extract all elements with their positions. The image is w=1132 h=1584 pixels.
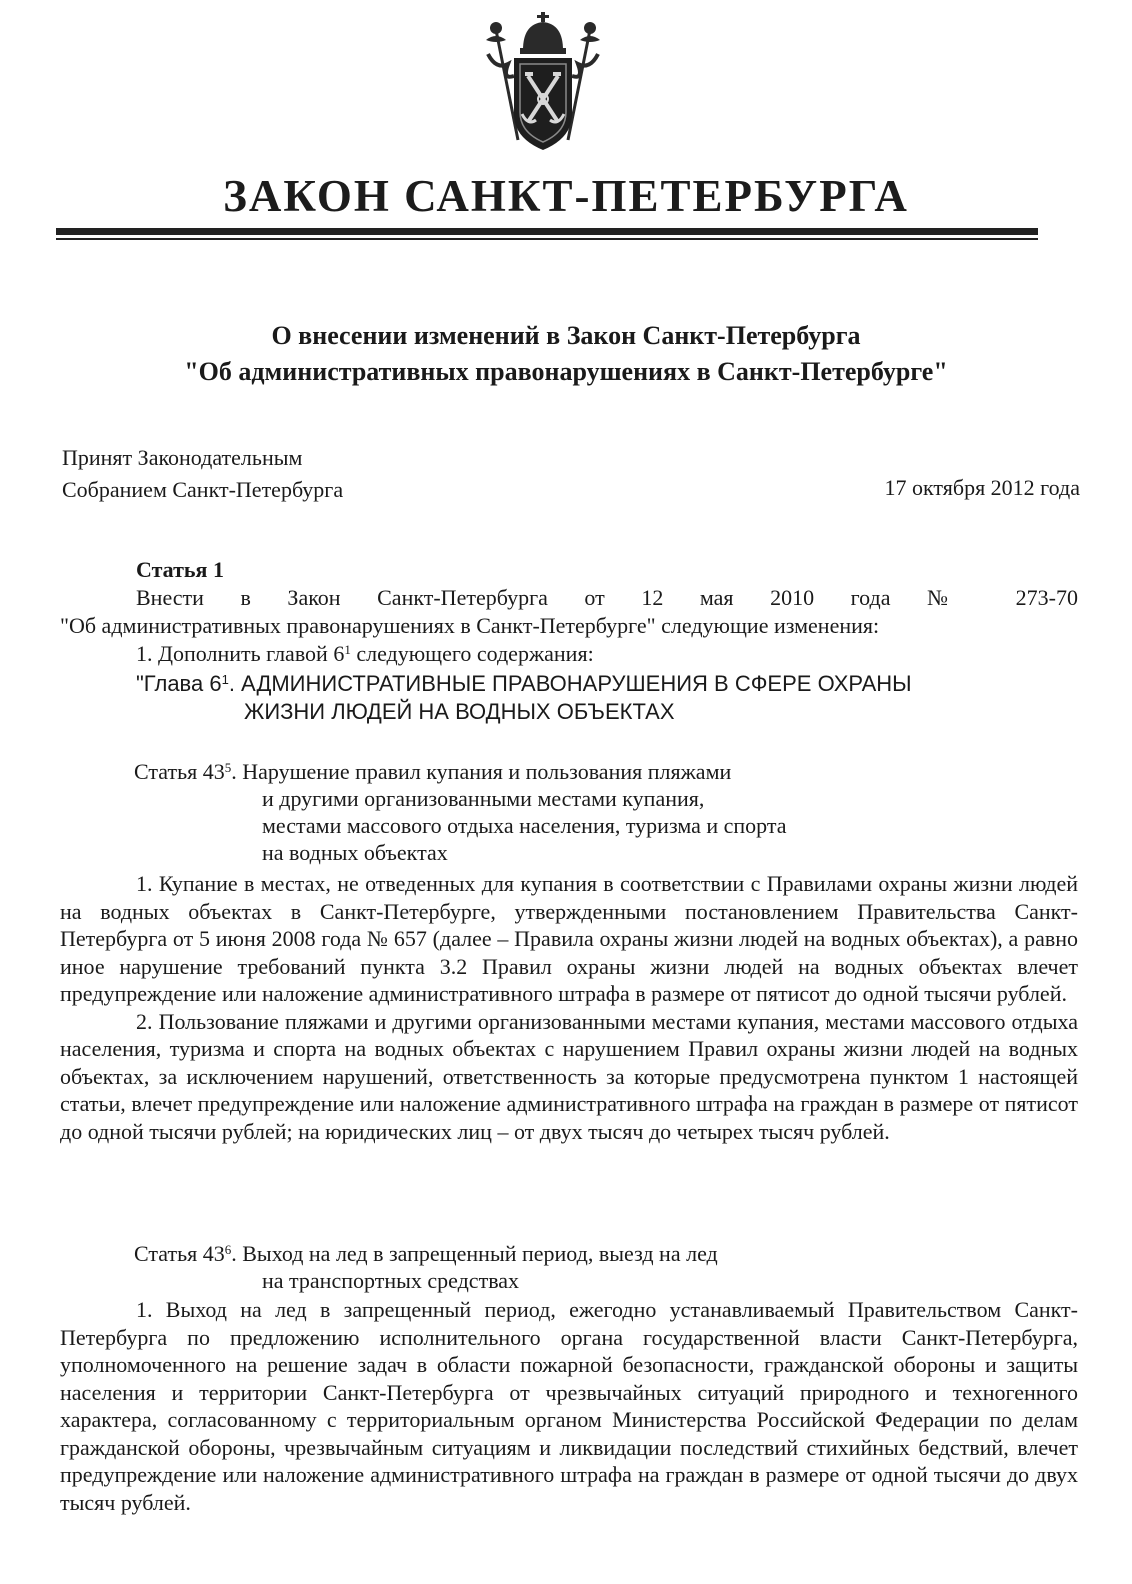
- subtitle-line-2: "Об административных правонарушениях в Санкт-Петербурге": [184, 357, 948, 386]
- article-43-5-label: Статья 43: [134, 759, 225, 784]
- article-43-6-title-text: . Выход на лед в запрещенный период, выезд на лед: [231, 1241, 718, 1266]
- article-43-5-paragraph-1: 1. Купание в местах, не отведенных для купания в соответствии с Правилами охраны жизни людей на водных объектах в Санкт-Петербурге, утвержденными постановлением Правительства Санкт-Петербурга от 5 июня 2008 года № 657 (далее – Правила охраны жизни людей на водных объектах), а равно иное нарушение требований пункта 3.2 Правил охраны жизни людей на водных объектах влечет предупреждение или наложение административного штрафа в размере от пятисот до одной тысячи рублей.: [60, 871, 1078, 1006]
- chapter-title-line-2: ЖИЗНИ ЛЮДЕЙ НА ВОДНЫХ ОБЪЕКТАХ: [244, 699, 675, 724]
- item-1-text: 1. Дополнить главой 6: [136, 641, 345, 666]
- adoption-line-2: Собранием Санкт-Петербурга: [62, 477, 344, 502]
- subtitle-line-1: О внесении изменений в Закон Санкт-Петербурга: [271, 321, 861, 350]
- article-43-5-title-text: . Нарушение правил купания и пользования пляжами: [231, 759, 732, 784]
- article-43-6-body: [60, 1296, 1078, 1516]
- adoption-date: 17 октября 2012 года: [884, 475, 1080, 500]
- article-43-6-sup: 6: [224, 1242, 232, 1257]
- article-43-5-title-line-3: местами массового отдыха населения, туризма и спорта: [262, 813, 787, 838]
- chapter-title-text: . АДМИНИСТРАТИВНЫЕ ПРАВОНАРУШЕНИЯ В СФЕРЕ ОХРАНЫ: [228, 671, 912, 696]
- article-43-5-title-line-4: на водных объектах: [262, 840, 448, 865]
- article-1-intro-line-2: "Об административных правонарушениях в Санкт-Петербурге" следующие изменения:: [60, 612, 880, 638]
- adoption-info: [62, 442, 343, 506]
- title-rule-thick: [56, 228, 1038, 235]
- law-title: ЗАКОН САНКТ-ПЕТЕРБУРГА: [223, 171, 909, 221]
- article-43-6-title-line-1: [134, 1240, 718, 1267]
- article-1-heading: Статья 1: [136, 557, 224, 582]
- chapter-title-line-1: [136, 670, 912, 697]
- article-43-6-label: Статья 43: [134, 1241, 225, 1266]
- article-43-6-paragraph-1: 1. Выход на лед в запрещенный период, ежегодно устанавливаемый Правительством Санкт-Петербурга по предложению исполнительного органа государственной власти Санкт-Петербурга, уполномоченного на решение задач в области пожарной безопасности, гражданской обороны и защиты населения и территории Санкт-Петербурга от чрезвычайных ситуаций природного и техногенного характера, согласованному с территориальным органом Министерства Российской Федерации по делам гражданской обороны, чрезвычайным ситуациям и ликвидации последствий стихийных бедствий, влечет предупреждение или наложение административного штрафа на граждан в размере от одной тысячи до двух тысяч рублей.: [60, 1297, 1078, 1515]
- article-43-5-title-line-1: [134, 758, 787, 785]
- article-1-intro: [60, 584, 1078, 639]
- article-43-5-title-line-2: и другими организованными местами купания,: [262, 786, 705, 811]
- article-1-intro-line-1: Внести в Закон Санкт-Петербурга от 12 мая 2010 года № 273-70: [136, 585, 1078, 610]
- chapter-sup: 1: [221, 672, 229, 687]
- article-43-5-paragraph-2: 2. Пользование пляжами и другими организованными местами купания, местами массового отдыха населения, туризма и спорта на водных объектах с нарушением Правил охраны жизни людей на водных объектах, за исключением нарушений, ответственность за которые предусмотрена пунктом 1 настоящей статьи, влечет предупреждение или наложение административного штрафа на граждан в размере от пятисот до одной тысячи рублей; на юридических лиц – от двух тысяч до четырех тысяч рублей.: [60, 1008, 1078, 1144]
- chapter-prefix: "Глава 6: [136, 671, 222, 696]
- article-43-6-title-line-2: на транспортных средствах: [262, 1268, 520, 1293]
- adoption-line-1: Принят Законодательным: [62, 445, 303, 470]
- article-43-5-title: [134, 758, 787, 866]
- item-1-text-end: следующего содержания:: [350, 641, 594, 666]
- document-subtitle: [0, 318, 1132, 390]
- article-43-5-body: [60, 870, 1078, 1145]
- article-43-5-sup: 5: [224, 760, 232, 775]
- article-1-item-1: [136, 640, 594, 667]
- article-43-6-title: [134, 1240, 718, 1294]
- item-1-sup: 1: [344, 642, 351, 657]
- title-rule-thin: [56, 238, 1038, 240]
- coat-of-arms-icon: [478, 10, 608, 160]
